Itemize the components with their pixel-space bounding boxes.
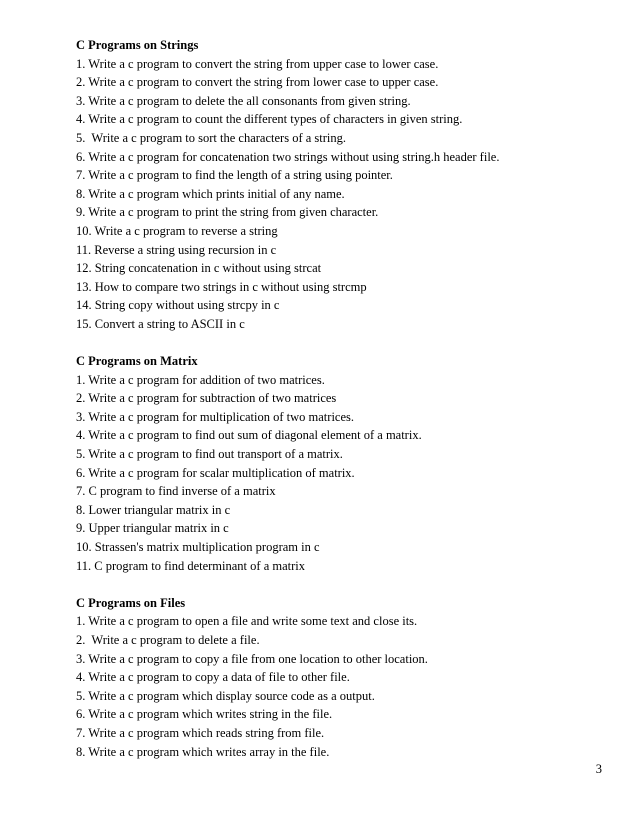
list-item: 3. Write a c program for multiplication of two matrices. (76, 409, 355, 424)
section-strings (76, 36, 616, 334)
section-title: C Programs on Matrix (76, 354, 198, 369)
section-matrix (76, 352, 616, 575)
list-item: 11. C program to find determinant of a matrix (76, 558, 305, 573)
section-title: C Programs on Strings (76, 38, 199, 52)
list-item: 5. Write a c program which display source code as a output. (76, 688, 375, 703)
list-item: 8. Write a c program which prints initial of any name. (76, 186, 345, 201)
list-item: 7. Write a c program to find the length of a string using pointer. (76, 168, 393, 183)
list-item: 1. Write a c program to convert the string from upper case to lower case. (76, 56, 439, 71)
list-item: 9. Write a c program to print the string from given character. (76, 205, 379, 220)
list-item: 5. Write a c program to find out transport of a matrix. (76, 447, 343, 462)
list-item: 7. Write a c program which reads string from file. (76, 725, 325, 740)
section-files (76, 594, 616, 761)
list-item: 4. Write a c program to copy a data of file to other file. (76, 670, 350, 685)
list-item: 1. Write a c program for addition of two matrices. (76, 372, 325, 387)
list-item: 15. Convert a string to ASCII in c (76, 316, 245, 331)
list-item: 6. Write a c program for concatenation two strings without using string.h header file. (76, 149, 500, 164)
list-item: 3. Write a c program to delete the all consonants from given string. (76, 93, 411, 108)
list-item: 1. Write a c program to open a file and write some text and close its. (76, 614, 418, 629)
list-item: 10. Strassen's matrix multiplication program in c (76, 540, 320, 555)
list-item: 5. Write a c program to sort the characters of a string. (76, 130, 347, 145)
list-item: 8. Lower triangular matrix in c (76, 502, 231, 517)
list-item: 4. Write a c program to count the different types of characters in given string. (76, 112, 463, 127)
list-item: 14. String copy without using strcpy in c (76, 298, 280, 313)
list-item: 7. C program to find inverse of a matrix (76, 484, 276, 499)
list-item: 9. Upper triangular matrix in c (76, 521, 229, 536)
list-item: 4. Write a c program to find out sum of diagonal element of a matrix. (76, 428, 422, 443)
list-item: 6. Write a c program for scalar multiplication of matrix. (76, 465, 355, 480)
list-item: 11. Reverse a string using recursion in c (76, 242, 277, 257)
list-item: 2. Write a c program for subtraction of two matrices (76, 391, 337, 406)
list-item: 2. Write a c program to convert the string from lower case to upper case. (76, 75, 439, 90)
list-item: 10. Write a c program to reverse a string (76, 223, 278, 238)
page-number: 3 (595, 762, 602, 776)
list-item: 2. Write a c program to delete a file. (76, 633, 260, 647)
list-item: 13. How to compare two strings in c without using strcmp (76, 279, 367, 294)
list-item: 6. Write a c program which writes string in the file. (76, 707, 333, 722)
document-page (76, 36, 616, 780)
list-item: 3. Write a c program to copy a file from one location to other location. (76, 651, 428, 666)
list-item: 8. Write a c program which writes array in the file. (76, 744, 330, 759)
section-title: C Programs on Files (76, 595, 186, 610)
list-item: 12. String concatenation in c without using strcat (76, 261, 322, 276)
